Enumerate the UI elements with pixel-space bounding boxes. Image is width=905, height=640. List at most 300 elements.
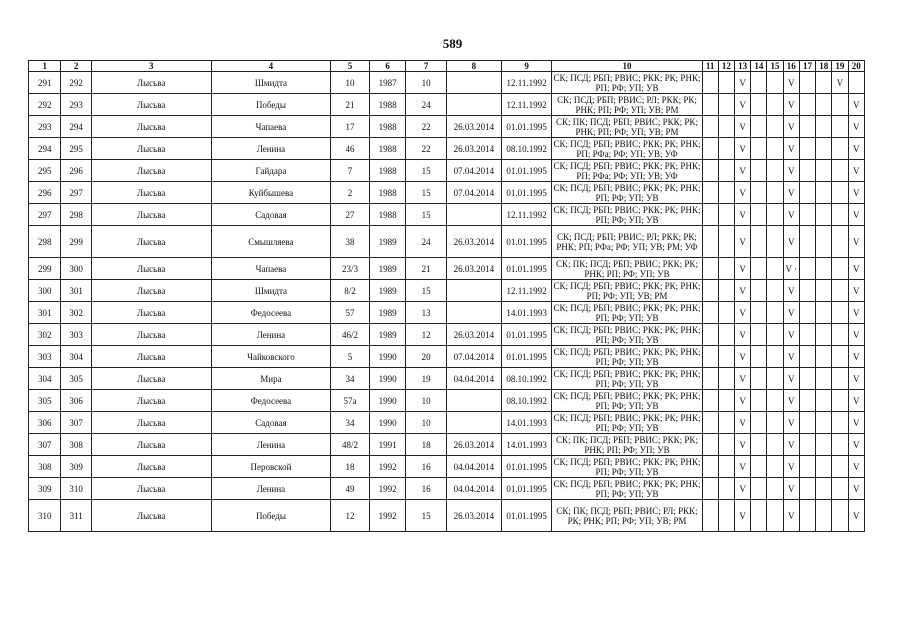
document-codes-cell: СК; ПСД; РБП; РВИС; РКК; РК; РНК; РП; РФ; УП; УВ: [553, 412, 701, 433]
col-17-cell: [799, 182, 815, 204]
record-number-cell: 294: [61, 116, 91, 138]
page-number: 589: [442, 36, 463, 51]
apartments-count-cell: 15: [406, 182, 447, 204]
registration-date-cell: 01.01.1995: [501, 226, 552, 258]
col-16-mark: V: [783, 478, 799, 500]
house-number-cell: 34: [331, 412, 370, 434]
col-15-cell: [767, 324, 783, 346]
col-19-mark: [832, 412, 848, 434]
col-16-mark: V: [783, 390, 799, 412]
record-number-cell: 311: [61, 500, 91, 532]
col-13-mark: V: [735, 138, 751, 160]
col-13-mark: V: [735, 390, 751, 412]
column-header-11: 11: [702, 61, 718, 72]
street-cell: Куйбышева: [211, 182, 331, 204]
col-14-cell: [751, 434, 767, 456]
col-18-cell: [816, 138, 832, 160]
col-18-cell: [816, 204, 832, 226]
col-19-mark: [832, 368, 848, 390]
build-year-cell: 1987: [369, 72, 406, 94]
col-19-mark: [832, 324, 848, 346]
col-11-cell: [702, 94, 718, 116]
col-18-cell: [816, 390, 832, 412]
street-cell: Чапаева: [211, 258, 331, 280]
col-19-mark: [832, 478, 848, 500]
col-19-mark: [832, 258, 848, 280]
col-15-cell: [767, 258, 783, 280]
record-number-cell: 293: [61, 94, 91, 116]
col-11-cell: [702, 116, 718, 138]
table-row: [29, 138, 865, 160]
col-19-mark: [832, 434, 848, 456]
city-cell: Лысьва: [91, 368, 211, 390]
row-index-cell: 310: [29, 500, 61, 532]
col-12-cell: [718, 500, 734, 532]
col-18-cell: [816, 72, 832, 94]
col-11-cell: [702, 456, 718, 478]
row-index-cell: 307: [29, 434, 61, 456]
apartments-count-cell: 19: [406, 368, 447, 390]
house-number-cell: 10: [331, 72, 370, 94]
build-year-cell: 1988: [369, 94, 406, 116]
street-cell: Чайковского: [211, 346, 331, 368]
street-cell: Ленина: [211, 434, 331, 456]
apartments-count-cell: 15: [406, 280, 447, 302]
build-year-cell: 1990: [369, 412, 406, 434]
col-14-cell: [751, 116, 767, 138]
col-14-cell: [751, 390, 767, 412]
build-year-cell: 1989: [369, 226, 406, 258]
record-number-cell: 309: [61, 456, 91, 478]
table-row: [29, 226, 865, 258]
col-13-mark: V: [735, 302, 751, 324]
row-index-cell: 296: [29, 182, 61, 204]
col-14-cell: [751, 226, 767, 258]
record-number-cell: 307: [61, 412, 91, 434]
record-number-cell: 305: [61, 368, 91, 390]
document-codes-cell: СК; ПСД; РБП; РВИС; РКК; РК; РНК; РП; РФ; УП; УВ: [553, 346, 701, 367]
col-17-cell: [799, 478, 815, 500]
col-15-cell: [767, 226, 783, 258]
house-number-cell: 46: [331, 138, 370, 160]
col-14-cell: [751, 412, 767, 434]
col-12-cell: [718, 226, 734, 258]
row-index-cell: 308: [29, 456, 61, 478]
city-cell: Лысьва: [91, 258, 211, 280]
build-year-cell: 1988: [369, 182, 406, 204]
table-row: [29, 324, 865, 346]
col-13-mark: V: [735, 478, 751, 500]
col-16-mark: V: [783, 346, 799, 368]
table-row: [29, 116, 865, 138]
city-cell: Лысьва: [91, 434, 211, 456]
col-15-cell: [767, 94, 783, 116]
build-year-cell: 1988: [369, 160, 406, 182]
col-11-cell: [702, 182, 718, 204]
col-14-cell: [751, 302, 767, 324]
col-14-cell: [751, 346, 767, 368]
col-11-cell: [702, 138, 718, 160]
row-index-cell: 295: [29, 160, 61, 182]
apartments-count-cell: 10: [406, 390, 447, 412]
street-cell: Мира: [211, 368, 331, 390]
col-20-mark: V: [848, 478, 864, 500]
table-row: [29, 390, 865, 412]
table-row: [29, 368, 865, 390]
apartments-count-cell: 18: [406, 434, 447, 456]
registration-date-cell: 01.01.1995: [501, 500, 552, 532]
house-number-cell: 48/2: [331, 434, 370, 456]
col-12-cell: [718, 204, 734, 226]
col-12-cell: [718, 302, 734, 324]
col-13-mark: V: [735, 160, 751, 182]
col-20-mark: V: [848, 346, 864, 368]
registration-date-cell: 14.01.1993: [501, 412, 552, 434]
registration-date-cell: 08.10.1992: [501, 138, 552, 160]
col-19-mark: [832, 138, 848, 160]
registration-date-cell: 12.11.1992: [501, 72, 552, 94]
street-cell: Победы: [211, 500, 331, 532]
col-17-cell: [799, 324, 815, 346]
document-codes-cell: СК; ПК; ПСД; РБП; РВИС; РКК; РК; РНК; РП; РФ; УП; УВ: [552, 258, 702, 280]
col-12-cell: [718, 182, 734, 204]
col-16-mark: V: [783, 204, 799, 226]
house-number-cell: 2: [331, 182, 370, 204]
col-13-mark: V: [735, 346, 751, 368]
col-12-cell: [718, 346, 734, 368]
col-13-mark: V: [735, 368, 751, 390]
document-codes-cell: СК; ПСД; РБП; РВИС; РКК; РК; РНК; РП; РФ; УП; УВ: [553, 478, 701, 499]
col-18-cell: [816, 302, 832, 324]
col-20-mark: V: [848, 412, 864, 434]
column-header-14: 14: [751, 61, 767, 72]
col-19-mark: [832, 456, 848, 478]
table-row: [29, 94, 865, 116]
table-row: [29, 204, 865, 226]
record-number-cell: 300: [61, 258, 91, 280]
record-number-cell: 296: [61, 160, 91, 182]
apartments-count-cell: 16: [406, 456, 447, 478]
registry-table: [28, 60, 865, 532]
build-year-cell: 1991: [369, 434, 406, 456]
col-11-cell: [702, 280, 718, 302]
record-number-cell: 306: [61, 390, 91, 412]
column-header-6: 6: [369, 61, 406, 72]
house-number-cell: 8/2: [331, 280, 370, 302]
inspection-date-cell: [446, 302, 501, 324]
city-cell: Лысьва: [91, 302, 211, 324]
col-16-mark: V: [783, 412, 799, 434]
column-header-1: 1: [29, 61, 61, 72]
col-15-cell: [767, 478, 783, 500]
column-header-15: 15: [767, 61, 783, 72]
col-18-cell: [816, 346, 832, 368]
house-number-cell: 46/2: [331, 324, 370, 346]
build-year-cell: 1988: [369, 204, 406, 226]
table-row: [29, 412, 865, 434]
col-17-cell: [799, 390, 815, 412]
col-15-cell: [767, 456, 783, 478]
column-header-9: 9: [501, 61, 552, 72]
col-16-mark: V: [783, 368, 799, 390]
city-cell: Лысьва: [91, 390, 211, 412]
inspection-date-cell: 26.03.2014: [446, 324, 501, 346]
col-19-mark: V: [832, 72, 848, 94]
house-number-cell: 21: [331, 94, 370, 116]
build-year-cell: 1988: [369, 116, 406, 138]
col-20-mark: V: [848, 258, 864, 280]
col-13-mark: V: [735, 204, 751, 226]
inspection-date-cell: 04.04.2014: [446, 368, 501, 390]
col-17-cell: [799, 346, 815, 368]
row-index-cell: 294: [29, 138, 61, 160]
column-header-2: 2: [61, 61, 91, 72]
col-15-cell: [767, 280, 783, 302]
document-codes-cell: СК; ПСД; РБП; РВИС; РКК; РК; РНК; РП; РФ; УП; УВ: [553, 456, 701, 477]
col-20-mark: V: [848, 160, 864, 182]
col-17-cell: [799, 412, 815, 434]
street-cell: Шмидта: [211, 72, 331, 94]
inspection-date-cell: 04.04.2014: [446, 478, 501, 500]
col-17-cell: [799, 368, 815, 390]
col-12-cell: [718, 456, 734, 478]
col-12-cell: [718, 412, 734, 434]
row-index-cell: 300: [29, 280, 61, 302]
table-body: [29, 72, 865, 532]
col-20-mark: V: [848, 324, 864, 346]
col-18-cell: [816, 182, 832, 204]
col-18-cell: [816, 226, 832, 258]
col-20-mark: V: [848, 280, 864, 302]
col-11-cell: [702, 324, 718, 346]
col-13-mark: V: [735, 94, 751, 116]
col-15-cell: [767, 138, 783, 160]
city-cell: Лысьва: [91, 500, 211, 532]
col-11-cell: [702, 368, 718, 390]
col-11-cell: [702, 204, 718, 226]
registration-date-cell: 01.01.1995: [501, 182, 552, 204]
row-index-cell: 304: [29, 368, 61, 390]
col-15-cell: [767, 160, 783, 182]
col-11-cell: [702, 478, 718, 500]
col-17-cell: [799, 226, 815, 258]
inspection-date-cell: [446, 280, 501, 302]
col-15-cell: [767, 390, 783, 412]
document-codes-cell: СК; ПСД; РБП; РВИС; РКК; РК; РНК; РП; РФа; РФ; УП; УВ; УФ: [553, 138, 701, 159]
col-17-cell: [799, 116, 815, 138]
col-15-cell: [767, 302, 783, 324]
col-14-cell: [751, 478, 767, 500]
col-11-cell: [702, 434, 718, 456]
col-12-cell: [718, 94, 734, 116]
house-number-cell: 57а: [331, 390, 370, 412]
document-codes-cell: СК; ПСД; РБП; РВИС; РЛ; РКК; РК; РНК; РП; РФа; РФ; УП; УВ; РМ; УФ: [552, 226, 702, 258]
city-cell: Лысьва: [91, 182, 211, 204]
city-cell: Лысьва: [91, 324, 211, 346]
col-18-cell: [816, 258, 832, 280]
col-14-cell: [751, 258, 767, 280]
inspection-date-cell: 07.04.2014: [446, 346, 501, 368]
record-number-cell: 301: [61, 280, 91, 302]
col-16-mark: V: [783, 434, 799, 456]
column-header-4: 4: [211, 61, 331, 72]
apartments-count-cell: 10: [406, 412, 447, 434]
col-14-cell: [751, 280, 767, 302]
row-index-cell: 292: [29, 94, 61, 116]
col-17-cell: [799, 160, 815, 182]
apartments-count-cell: 15: [406, 500, 447, 532]
table-row: [29, 258, 865, 280]
registration-date-cell: 08.10.1992: [501, 390, 552, 412]
col-18-cell: [816, 500, 832, 532]
row-index-cell: 302: [29, 324, 61, 346]
record-number-cell: 308: [61, 434, 91, 456]
col-13-mark: V: [735, 324, 751, 346]
column-header-3: 3: [91, 61, 211, 72]
col-20-mark: V: [848, 456, 864, 478]
city-cell: Лысьва: [91, 138, 211, 160]
col-12-cell: [718, 160, 734, 182]
col-13-mark: V: [735, 280, 751, 302]
col-15-cell: [767, 368, 783, 390]
column-header-8: 8: [446, 61, 501, 72]
col-14-cell: [751, 368, 767, 390]
street-cell: Победы: [211, 94, 331, 116]
city-cell: Лысьва: [91, 280, 211, 302]
row-index-cell: 303: [29, 346, 61, 368]
col-16-mark: V: [783, 500, 799, 532]
col-15-cell: [767, 500, 783, 532]
col-19-mark: [832, 182, 848, 204]
col-14-cell: [751, 160, 767, 182]
document-codes-cell: СК; ПСД; РБП; РВИС; РКК; РК; РНК; РП; РФ; УП; УВ: [553, 204, 701, 225]
row-index-cell: 298: [29, 226, 61, 258]
build-year-cell: 1992: [369, 500, 406, 532]
street-cell: Федосеева: [211, 390, 331, 412]
table-row: [29, 500, 865, 532]
apartments-count-cell: 22: [406, 138, 447, 160]
house-number-cell: 57: [331, 302, 370, 324]
col-11-cell: [702, 226, 718, 258]
house-number-cell: 49: [331, 478, 370, 500]
street-cell: Садовая: [211, 204, 331, 226]
col-18-cell: [816, 456, 832, 478]
col-20-mark: [848, 72, 864, 94]
inspection-date-cell: [446, 390, 501, 412]
build-year-cell: 1990: [369, 390, 406, 412]
street-cell: Чапаева: [211, 116, 331, 138]
col-12-cell: [718, 478, 734, 500]
col-20-mark: V: [848, 368, 864, 390]
col-17-cell: [799, 258, 815, 280]
street-cell: Смышляева: [211, 226, 331, 258]
col-12-cell: [718, 280, 734, 302]
col-18-cell: [816, 434, 832, 456]
col-13-mark: V: [735, 72, 751, 94]
col-16-mark: V: [783, 456, 799, 478]
registration-date-cell: 01.01.1995: [501, 346, 552, 368]
col-18-cell: [816, 412, 832, 434]
document-codes-cell: СК; ПСД; РБП; РВИС; РКК; РК; РНК; РП; РФа; РФ; УП; УВ; УФ: [553, 160, 701, 181]
record-number-cell: 292: [61, 72, 91, 94]
registration-date-cell: 12.11.1992: [501, 204, 552, 226]
col-17-cell: [799, 456, 815, 478]
registration-date-cell: 01.01.1995: [501, 160, 552, 182]
record-number-cell: 304: [61, 346, 91, 368]
registration-date-cell: 01.01.1995: [501, 324, 552, 346]
col-20-mark: V: [848, 94, 864, 116]
column-header-13: 13: [735, 61, 751, 72]
col-12-cell: [718, 324, 734, 346]
apartments-count-cell: 15: [406, 204, 447, 226]
col-20-mark: V: [848, 500, 864, 532]
table-row: [29, 72, 865, 94]
col-19-mark: [832, 116, 848, 138]
col-13-mark: V: [735, 182, 751, 204]
table-row: [29, 182, 865, 204]
record-number-cell: 299: [61, 226, 91, 258]
build-year-cell: 1990: [369, 346, 406, 368]
col-15-cell: [767, 434, 783, 456]
apartments-count-cell: 22: [406, 116, 447, 138]
inspection-date-cell: 26.03.2014: [446, 226, 501, 258]
city-cell: Лысьва: [91, 478, 211, 500]
city-cell: Лысьва: [91, 94, 211, 116]
house-number-cell: 23/3: [331, 258, 370, 280]
registration-date-cell: 08.10.1992: [501, 368, 552, 390]
col-14-cell: [751, 94, 767, 116]
col-19-mark: [832, 94, 848, 116]
col-18-cell: [816, 160, 832, 182]
col-16-mark: V: [783, 160, 799, 182]
document-codes-cell: СК; ПСД; РБП; РВИС; РКК; РК; РНК; РП; РФ; УП; УВ: [553, 302, 701, 323]
col-14-cell: [751, 500, 767, 532]
apartments-count-cell: 20: [406, 346, 447, 368]
col-18-cell: [816, 368, 832, 390]
document-codes-cell: СК; ПСД; РБП; РВИС; РКК; РК; РНК; РП; РФ; УП; УВ; РМ: [553, 280, 701, 301]
table-row: [29, 160, 865, 182]
col-17-cell: [799, 500, 815, 532]
document-codes-cell: СК; ПСД; РБП; РВИС; РКК; РК; РНК; РП; РФ; УП; УВ: [553, 324, 701, 345]
document-codes-cell: СК; ПСД; РБП; РВИС; РЛ; РКК; РК; РНК; РП; РФ; УП; УВ; РМ: [552, 94, 702, 116]
build-year-cell: 1989: [369, 302, 406, 324]
table-row: [29, 280, 865, 302]
house-number-cell: 18: [331, 456, 370, 478]
col-19-mark: [832, 390, 848, 412]
registration-date-cell: 01.01.1995: [501, 116, 552, 138]
table-row: [29, 346, 865, 368]
col-13-mark: V: [735, 412, 751, 434]
col-19-mark: [832, 160, 848, 182]
street-cell: Шмидта: [211, 280, 331, 302]
record-number-cell: 295: [61, 138, 91, 160]
row-index-cell: 301: [29, 302, 61, 324]
col-11-cell: [702, 160, 718, 182]
document-codes-cell: СК; ПСД; РБП; РВИС; РКК; РК; РНК; РП; РФ; УП; УВ: [553, 368, 701, 389]
column-header-18: 18: [816, 61, 832, 72]
col-14-cell: [751, 324, 767, 346]
header-row: [29, 61, 865, 72]
col-18-cell: [816, 280, 832, 302]
col-16-mark: V: [783, 324, 799, 346]
col-15-cell: [767, 182, 783, 204]
col-18-cell: [816, 324, 832, 346]
col-14-cell: [751, 204, 767, 226]
document-codes-cell: СК; ПК; ПСД; РБП; РВИС; РЛ; РКК; РК; РНК; РП; РФ; УП; УВ; РМ: [552, 500, 702, 532]
col-20-mark: V: [848, 204, 864, 226]
city-cell: Лысьва: [91, 226, 211, 258]
col-18-cell: [816, 94, 832, 116]
